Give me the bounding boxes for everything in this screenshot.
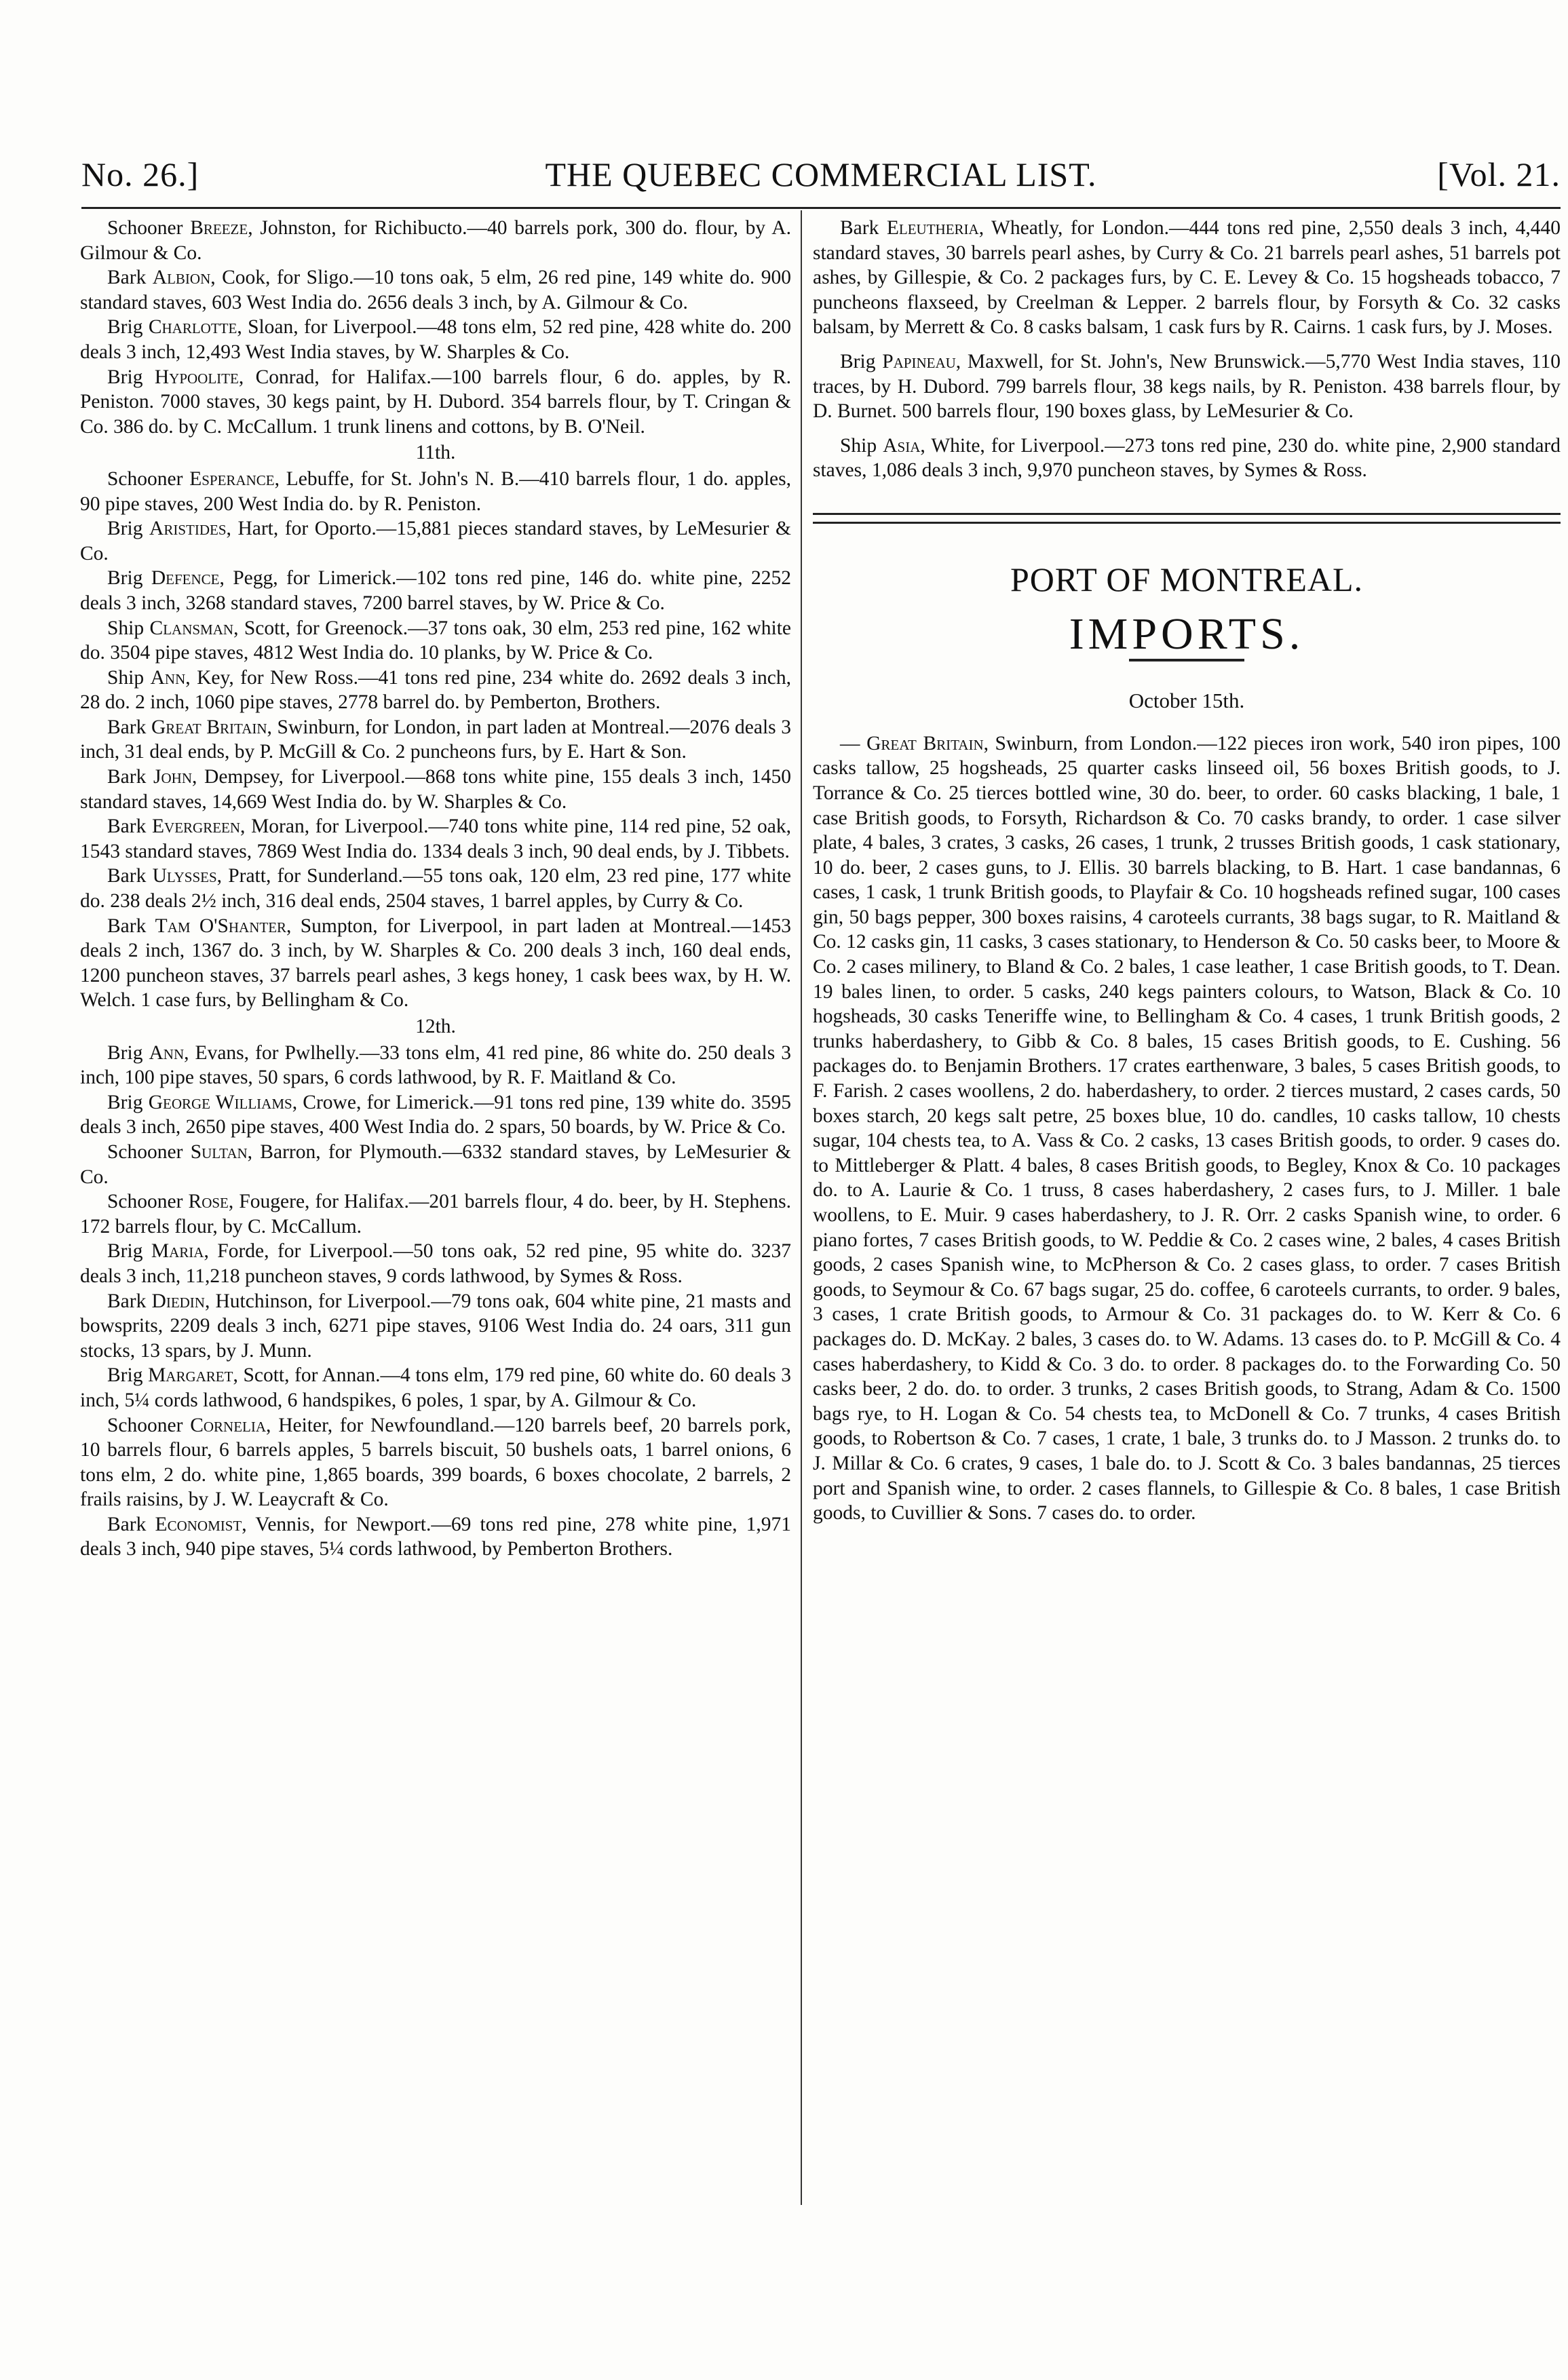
vessel-name: Rose [188,1191,229,1213]
entry-text: , Scott, for Annan.—4 tons elm, 179 red pine, 60 white do. 60 deals 3 inch, 5¼ cords lathwood, 6 handspikes, 6 poles, 1 spar, by A. Gilmour & Co. [80,1364,791,1411]
import-entry [813,731,1561,1526]
vessel-name: Eleutheria [886,217,979,239]
entry-text: , Swinburn, for London, in part laden at Montreal.—2076 deals 3 inch, 31 deal ends, by P. McGill & Co. 2 puncheons furs, by E. Hart & Son. [80,716,791,763]
vessel-name: Great Britain [151,716,267,738]
entry-text: , Moran, for Liverpool.—740 tons white pine, 114 red pine, 52 oak, 1543 standard staves, 7869 West India do. 1334 deals 3 inch, 90 deal ends, by J. Tibbets. [80,815,791,862]
column-divider [801,210,802,2205]
vessel-name: Tam O'Shanter [155,915,287,937]
shipping-entry [813,434,1561,483]
vessel-type: Schooner [107,467,190,490]
volume-number: [Vol. 21. [1437,155,1561,193]
right-column [813,216,1561,1526]
shipping-entry [80,666,791,715]
port-heading: PORT OF MONTREAL. [1010,560,1364,598]
vessel-name: Defence [151,567,220,590]
vessel-type: Schooner [107,1140,191,1163]
vessel-name: Great Britain [866,732,984,754]
shipping-entry [80,216,791,265]
entry-text: , Dempsey, for Liverpool.—868 tons white pine, 155 deals 3 inch, 1450 standard staves, 14,669 West India do. by W. Sharples & Co. [80,766,792,813]
entry-text: , Cook, for Sligo.—10 tons oak, 5 elm, 26 red pine, 149 white do. 900 standard staves, 603 West India do. 2656 deals 3 inch, by A. Gilmour & Co. [80,267,792,313]
header-rule [81,207,1561,209]
vessel-name: Maria [151,1240,204,1263]
entry-text: , Sloan, for Liverpool.—48 tons elm, 52 red pine, 428 white do. 200 deals 3 inch, 12,493 West India staves, by W. Sharples & Co. [80,316,791,363]
vessel-name: John [153,766,192,788]
shipping-entry [80,566,791,615]
shipping-entry [80,765,791,814]
left-column [80,216,791,1562]
vessel-type: Bark [107,267,153,289]
vessel-type: Bark [107,915,155,937]
shipping-entry [813,216,1561,340]
shipping-entry [80,814,791,864]
vessel-type: Bark [107,815,153,838]
entry-text: , Evans, for Pwlhelly.—33 tons elm, 41 red pine, 86 white do. 250 deals 3 inch, 100 pipe staves, 50 spars, 6 cords lathwood, by R. F. Maitland & Co. [80,1041,791,1089]
entry-text: , Conrad, for Halifax.—100 barrels flour, 6 do. apples, by R. Peniston. 7000 staves, 30 kegs paint, by H. Dubord. 354 barrels flour, by T. Cringan & Co. 386 do. by C. McCallum. 1 trunk linens and cottons, by B. O'Neil. [80,366,791,438]
publication-title: THE QUEBEC COMMERCIAL LIST. [545,155,1097,193]
vessel-name: Esperance [189,467,275,490]
shipping-entry [80,1512,791,1562]
import-date: October 15th. [1128,689,1245,713]
shipping-entry [80,914,791,1013]
shipping-entry [80,864,791,913]
entry-text: , Pegg, for Limerick.—102 tons red pine, 146 do. white pine, 2252 deals 3 inch, 3268 standard staves, 7200 barrel staves, by W. Price & Co. [80,567,791,614]
shipping-entry [80,467,791,516]
shipping-entry [80,1363,791,1413]
vessel-type: Brig [107,366,155,388]
vessel-name: Charlotte [148,316,237,339]
vessel-type: Schooner [107,1414,191,1436]
vessel-name: Margaret [148,1364,233,1387]
vessel-name: Ulysses [152,865,217,887]
shipping-entry [80,715,791,765]
entry-text: , Wheatly, for London.—444 tons red pine, 2,550 deals 3 inch, 4,440 standard staves, 30 barrels pearl ashes, by Curry & Co. 21 barrels pearl ashes, 51 barrels pot ashes, by Gillespie, & Co. 2 packages furs, by C. E. Levey & Co. 15 hogsheads tobacco, 7 puncheons flaxseed, by Creelman & Lepper. 2 barrels flour, by Forsyth & Co. 32 casks balsam, by Merrett & Co. 8 casks balsam, 1 cask furs by R. Cairns. 1 cask furs, by J. Moses. [813,217,1561,339]
shipping-entry [80,1239,791,1288]
shipping-entry [80,516,791,566]
vessel-type: Brig [107,518,150,540]
vessel-name: Clansman [149,617,234,639]
shipping-entry [80,1189,791,1239]
shipping-entry [80,265,791,315]
entry-text: , Swinburn, from London.—122 pieces iron work, 540 iron pipes, 100 casks tallow, 25 hogsheads, 25 quarter casks linseed oil, 56 boxes British goods, to J. Torrance & Co. 25 tierces bottled wine, 30 do. beer, to order. 60 casks blacking, 1 bale, 1 case British goods, to Forsyth, Richardson & Co. 70 casks brandy, to order. 1 case silver plate, 4 bales, 3 crates, 3 casks, 26 cases, 1 trunk, 2 trusses British goods, 1 cask stationary, 10 do. beer, 2 cases guns, to J. Ellis. 30 barrels blacking, to B. Hart. 1 case bandannas, 6 cases, 1 cask, 1 trunk British goods, to Playfair & Co. 10 hogsheads refined sugar, 100 cases gin, 50 bags pepper, 300 boxes raisins, 4 caroteels currants, 38 bags sugar, to R. Maitland & Co. 12 casks gin, 11 casks, 3 cases stationary, to Henderson & Co. 50 casks beer, to Moore & Co. 2 cases milinery, to Bland & Co. 2 bales, 1 case leather, 1 case British goods, to T. Dean. 19 bales linen, to order. 5 casks, 240 kegs painters colours, to Watson, Black & Co. 10 hogsheads, 30 casks Teneriffe wine, to Bellingham & Co. 4 cases, 1 trunk British goods, 2 trunks haberdashery, to Gibb & Co. 8 bales, 15 cases British goods, to E. Cushing. 56 packages do. to Benjamin Brothers. 17 crates earthenware, 3 bales, 5 cases British goods, to F. Farish. 2 cases woollens, 2 do. haberdashery, to order. 2 tierces mustard, 2 cases cards, 50 boxes starch, 20 kegs salt petre, 25 boxes blue, 10 do. candles, 10 casks tallow, 10 chests sugar, 104 chests tea, to A. Vass & Co. 2 casks, 13 cases British goods, to order. 9 cases do. to Mittleberger & Platt. 4 bales, 8 cases British goods, to Begley, Knox & Co. 10 packages do. to A. Laurie & Co. 1 truss, 8 cases haberdashery, 2 cases furs, to J. Miller. 1 bale woollens, to E. Muir. 9 cases haberdashery, to J. R. Orr. 2 casks Spanish wine, to order. 6 piano fortes, 7 cases British goods, to W. Peddie & Co. 2 cases wine, 2 bales, 4 cases British goods, 2 cases Spanish wine, to McPherson & Co. 2 cases glass, to order. 7 cases British goods, to Seymour & Co. 67 bags sugar, 25 do. coffee, 6 caroteels currants, to order. 9 bales, 3 cases, 1 crate British goods, to Armour & Co. 31 packages do. to W. Kerr & Co. 6 packages do. D. McKay. 2 bales, 3 cases do. to W. Adams. 13 cases do. to P. McGill & Co. 4 cases haberdashery, to Kidd & Co. 3 do. to order. 8 packages do. to the Forwarding Co. 50 casks beer, 2 do. do. to order. 3 trunks, 2 cases British goods, to Strang, Adam & Co. 1500 bags rye, to H. Logan & Co. 54 chests tea, to McDonell & Co. 7 trunks, 4 cases British goods, to Robertson & Co. 7 cases, 1 crate, 1 bale, 3 trunks do. to J Masson. 2 trunks do. to J. Millar & Co. 6 crates, 9 cases, 1 bale do. to J. Scott & Co. 3 bales bandannas, 25 tierces port and Spanish wine, to order. 2 cases flannels, to Gillespie & Co. 8 bales, 1 case British goods, to Cuvillier & Sons. 7 cases do. to order. [813,732,1561,1524]
vessel-name: Evergreen [152,815,241,838]
vessel-type: Ship [840,434,883,457]
entry-text: , White, for Liverpool.—273 tons red pine, 230 do. white pine, 2,900 standard staves, 1,086 deals 3 inch, 9,970 puncheon staves, by Symes & Ross. [813,434,1561,482]
page-header [81,155,1561,209]
entry-text: , Heiter, for Newfoundland.—120 barrels beef, 20 barrels pork, 10 barrels flour, 6 barrels apples, 5 barrels biscuit, 50 bushels oats, 1 barrel onions, 6 tons elm, 2 do. white pine, 1,865 boards, 399 boards, 6 boxes chocolate, 2 barrels, 2 frails raisins, by J. W. Leaycraft & Co. [80,1414,791,1511]
shipping-entry [80,315,791,364]
entry-text: , Crowe, for Limerick.—91 tons red pine, 139 white do. 3595 deals 3 inch, 2650 pipe staves, 400 West India do. 2 spars, 50 boards, by W. Price & Co. [80,1091,791,1138]
vessel-name: Cornelia [190,1414,267,1436]
shipping-entry [80,1090,791,1140]
entry-text: , Key, for New Ross.—41 tons red pine, 234 white do. 2692 deals 3 inch, 28 do. 2 inch, 1060 pipe staves, 2778 barrel do. by Pemberton, Brothers. [80,666,791,714]
shipping-entry [80,1289,791,1364]
shipping-entry [80,365,791,440]
vessel-name: Hypoolite [154,366,239,388]
vessel-type: Bark [107,766,154,788]
shipping-entry [80,1413,791,1512]
vessel-name: Papineau [882,350,956,372]
vessel-name: Diedin [151,1290,205,1312]
entry-text: , Hart, for Oporto.—15,881 pieces standard staves, by LeMesurier & Co. [80,518,791,564]
vessel-type: Brig [107,316,149,339]
vessel-type: Bark [107,1290,152,1312]
vessel-name: Albion [152,267,211,289]
vessel-type: Bark [107,865,153,887]
shipping-entry [813,349,1561,424]
vessel-type: Brig [107,1091,149,1113]
vessel-type: Schooner [107,1191,189,1213]
shipping-entry [80,1140,791,1189]
vessel-type: Schooner [107,217,191,239]
vessel-type: Brig [840,350,883,372]
entry-text: , Johnston, for Richibucto.—40 barrels pork, 300 do. flour, by A. Gilmour & Co. [80,217,791,264]
vessel-name: Asia [883,434,921,457]
vessel-type: Brig [107,1041,149,1064]
vessel-type: Bark [107,1513,155,1535]
entry-text: , Scott, for Greenock.—37 tons oak, 30 elm, 253 red pine, 162 white do. 3504 pipe staves, 4812 West India do. 10 planks, by W. Price & Co. [80,617,792,664]
entry-text: , Sumpton, for Liverpool, in part laden at Montreal.—1453 deals 2 inch, 1367 do. 3 inch, by W. Sharples & Co. 200 deals 3 inch, 160 deal ends, 1200 puncheon staves, 37 barrels pearl ashes, 3 kegs honey, 1 cask bees wax, by H. W. Welch. 1 case furs, by Bellingham & Co. [80,915,792,1012]
imports-heading: IMPORTS. [1069,609,1305,659]
issue-number: No. 26.] [81,155,199,193]
entry-text: , Fougere, for Halifax.—201 barrels flour, 4 do. beer, by H. Stephens. 172 barrels flour, by C. McCallum. [80,1191,791,1237]
heading-ornament-rule [1129,659,1244,661]
vessel-name: Ann [149,1041,185,1064]
vessel-type: Bark [840,217,887,239]
vessel-name: Economist [155,1513,242,1535]
vessel-type: Ship [107,666,151,689]
vessel-name: George Williams [148,1091,292,1113]
section-double-rule [813,513,1561,524]
shipping-entry [80,616,791,666]
entry-text: , Maxwell, for St. John's, New Brunswick.—5,770 West India staves, 110 traces, by H. Dubord. 799 barrels flour, 38 kegs nails, by R. Peniston. 438 barrels flour, by D. Burnet. 500 barrels flour, 190 boxes glass, by LeMesurier & Co. [813,350,1561,423]
vessel-name: Breeze [190,217,248,239]
vessel-name: Ann [150,666,186,689]
vessel-name: Sultan [190,1140,248,1163]
vessel-type: Brig [107,1364,149,1387]
entry-text: , Vennis, for Newport.—69 tons red pine, 278 white pine, 1,971 deals 3 inch, 940 pipe staves, 5¼ cords lathwood, by Pemberton Brothers. [80,1513,792,1560]
vessel-type: Ship [107,617,150,639]
date-heading: 11th. [415,442,456,464]
vessel-name: Aristides [149,518,227,540]
date-heading: 12th. [415,1016,456,1037]
entry-text: , Hutchinson, for Liverpool.—79 tons oak, 604 white pine, 21 masts and bowsprits, 2209 deals 3 inch, 6271 pipe staves, 9106 West India do. 24 oars, 311 gun stocks, 13 spars, by J. Munn. [80,1290,792,1362]
entry-text: , Lebuffe, for St. John's N. B.—410 barrels flour, 1 do. apples, 90 pipe staves, 200 West India do. by R. Peniston. [80,467,791,515]
vessel-type: Brig [107,567,151,590]
vessel-type: Bark [107,716,151,738]
entry-text: , Pratt, for Sunderland.—55 tons oak, 120 elm, 23 red pine, 177 white do. 238 deals 2½ inch, 316 deal ends, 2504 staves, 1 barrel apples, by Curry & Co. [80,865,792,913]
entry-text: , Forde, for Liverpool.—50 tons oak, 52 red pine, 95 white do. 3237 deals 3 inch, 11,218 puncheon staves, 9 cords lathwood, by Symes & Ross. [80,1240,791,1287]
shipping-entry [80,1041,791,1090]
exports-continued [813,216,1561,483]
entry-lead: — [840,732,867,754]
entry-text: , Barron, for Plymouth.—6332 standard staves, by LeMesurier & Co. [80,1140,792,1188]
vessel-type: Brig [107,1240,151,1263]
